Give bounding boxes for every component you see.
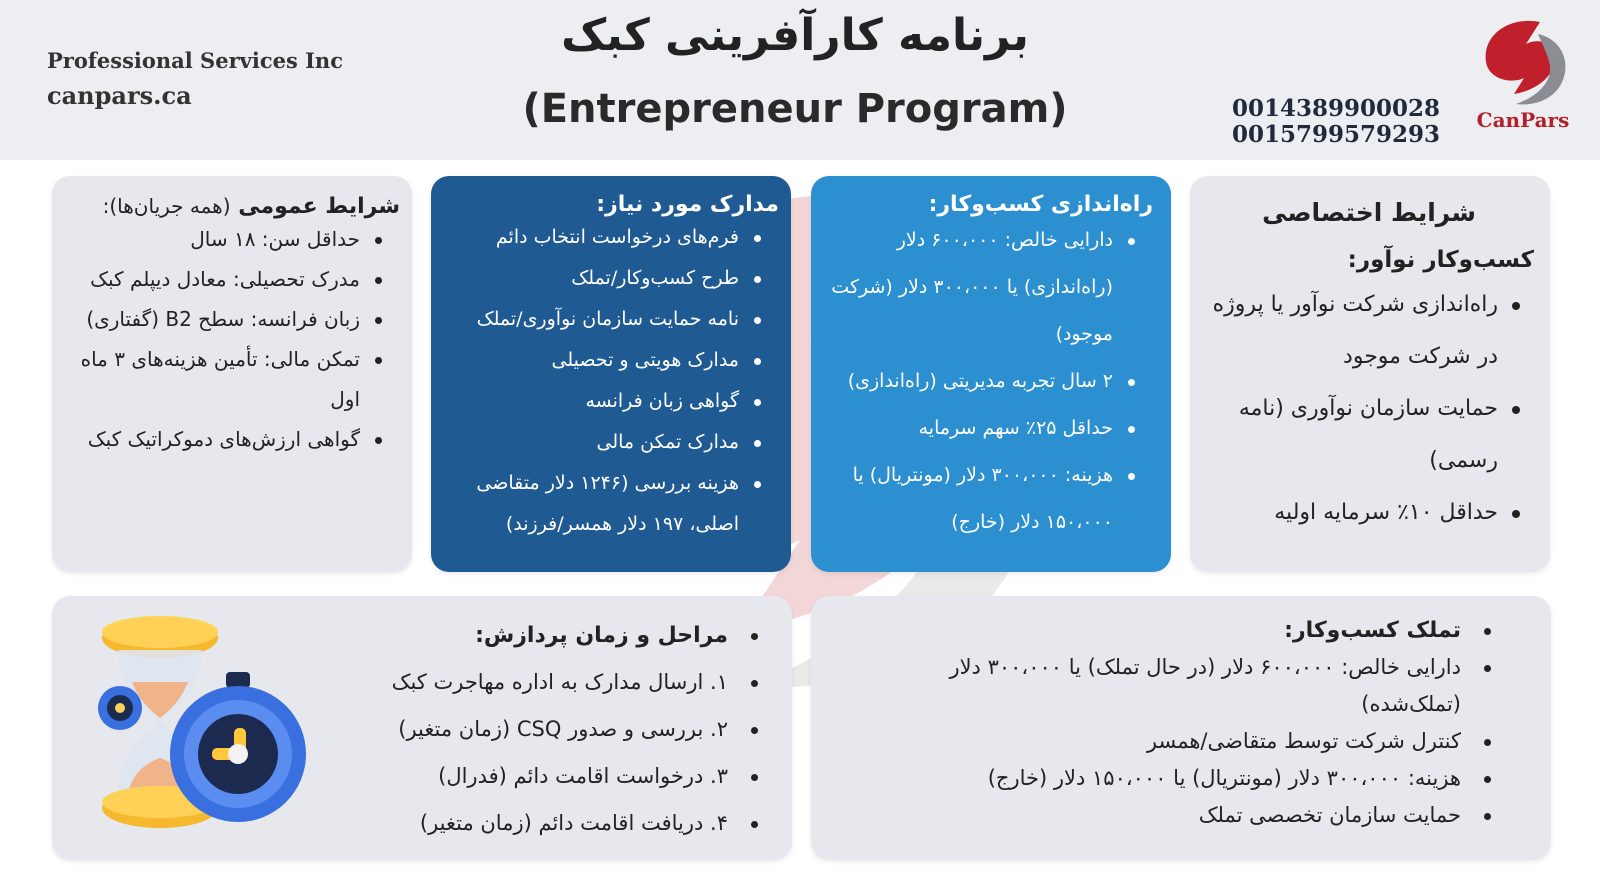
startup-business-card	[811, 176, 1171, 572]
list-item: راه‌اندازی شرکت نوآور یا پروژه در شرکت موجود	[1204, 279, 1534, 383]
list-item: دارایی خالص: ۶۰۰،۰۰۰ دلار (راه‌اندازی) یا ۳۰۰،۰۰۰ دلار (شرکت موجود)	[825, 217, 1153, 358]
list-item: گواهی زبان فرانسه	[443, 381, 779, 422]
list-item: ۱. ارسال مدارک به اداره مهاجرت کبک	[332, 659, 762, 706]
page-title: برنامه کارآفرینی کبک	[561, 10, 1029, 61]
list-item: ۳. درخواست اقامت دائم (فدرال)	[332, 753, 762, 800]
list-item: ۴. دریافت اقامت دائم (زمان متغیر)	[332, 800, 762, 847]
list-item: نامه حمایت سازمان نوآوری/تملک	[443, 299, 779, 340]
list-item: هزینه بررسی (۱۲۴۶ دلار متقاضی اصلی، ۱۹۷ دلار همسر/فرزند)	[443, 463, 779, 545]
card-title: مراحل و زمان پردازش:	[332, 612, 762, 659]
list-item: حداقل ۱۰٪ سرمایه اولیه	[1204, 487, 1534, 539]
card-title: راه‌اندازی کسب‌وکار:	[928, 192, 1153, 217]
list-item: کنترل شرکت توسط متقاضی/همسر	[851, 723, 1495, 760]
list-item: حمایت سازمان نوآوری (نامه رسمی)	[1204, 383, 1534, 487]
phone-number[interactable]: 0015799579293	[1232, 121, 1441, 148]
acquisition-list	[851, 612, 1495, 834]
documents-list	[443, 217, 779, 545]
list-item: هزینه: ۳۰۰،۰۰۰ دلار (مونتریال) یا ۱۵۰،۰۰۰ دلار (خارج)	[851, 760, 1495, 797]
list-item: حداقل سن: ۱۸ سال	[64, 219, 400, 259]
specific-conditions-card	[1190, 176, 1550, 572]
list-item: مدرک تحصیلی: معادل دیپلم کبک	[64, 259, 400, 299]
list-item: حداقل ۲۵٪ سهم سرمایه	[825, 405, 1153, 452]
website-link[interactable]: canpars.ca	[47, 81, 192, 110]
company-info	[47, 48, 343, 110]
general-conditions-card	[52, 176, 412, 572]
card-title: مدارک مورد نیاز:	[596, 192, 779, 217]
list-item: حمایت سازمان تخصصی تملک	[851, 797, 1495, 834]
card-subtitle: کسب‌وکار نوآور:	[1347, 247, 1534, 273]
process-list	[332, 612, 762, 847]
list-item: زبان فرانسه: سطح B2 (گفتاری)	[64, 299, 400, 339]
list-item: دارایی خالص: ۶۰۰،۰۰۰ دلار (در حال تملک) یا ۳۰۰،۰۰۰ دلار (تملک‌شده)	[851, 649, 1495, 723]
page-subtitle: (Entrepreneur Program)	[522, 86, 1068, 132]
list-item: مدارک هویتی و تحصیلی	[443, 340, 779, 381]
phone-number[interactable]: 0014389900028	[1232, 95, 1441, 122]
company-name: Professional Services Inc	[47, 48, 343, 73]
card-title: تملک کسب‌وکار:	[851, 612, 1495, 649]
list-item: مدارک تمکن مالی	[443, 422, 779, 463]
list-item: فرم‌های درخواست انتخاب دائم	[443, 217, 779, 258]
conditions-list	[1204, 279, 1534, 539]
card-title-note: (همه جریان‌ها):	[102, 194, 231, 218]
required-documents-card	[431, 176, 791, 572]
list-item: تمکن مالی: تأمین هزینه‌های ۳ ماه اول	[64, 339, 400, 419]
startup-list	[825, 217, 1153, 546]
general-list	[64, 219, 400, 459]
list-item: طرح کسب‌وکار/تملک	[443, 258, 779, 299]
list-item: ۲. بررسی و صدور CSQ (زمان متغیر)	[332, 706, 762, 753]
card-title: شرایط اختصاصی	[1262, 198, 1476, 227]
card-title-text: شرایط عمومی	[238, 194, 400, 219]
list-item: هزینه: ۳۰۰،۰۰۰ دلار (مونتریال) یا ۱۵۰،۰۰۰ دلار (خارج)	[825, 452, 1153, 546]
acquisition-card	[811, 596, 1551, 860]
card-title	[64, 194, 400, 219]
list-item: گواهی ارزش‌های دموکراتیک کبک	[64, 419, 400, 459]
logo-text: CanPars	[1476, 108, 1570, 132]
phone-numbers	[1232, 96, 1440, 148]
list-item: ۲ سال تجربه مدیریتی (راه‌اندازی)	[825, 358, 1153, 405]
hourglass-stopwatch-icon	[88, 612, 318, 842]
